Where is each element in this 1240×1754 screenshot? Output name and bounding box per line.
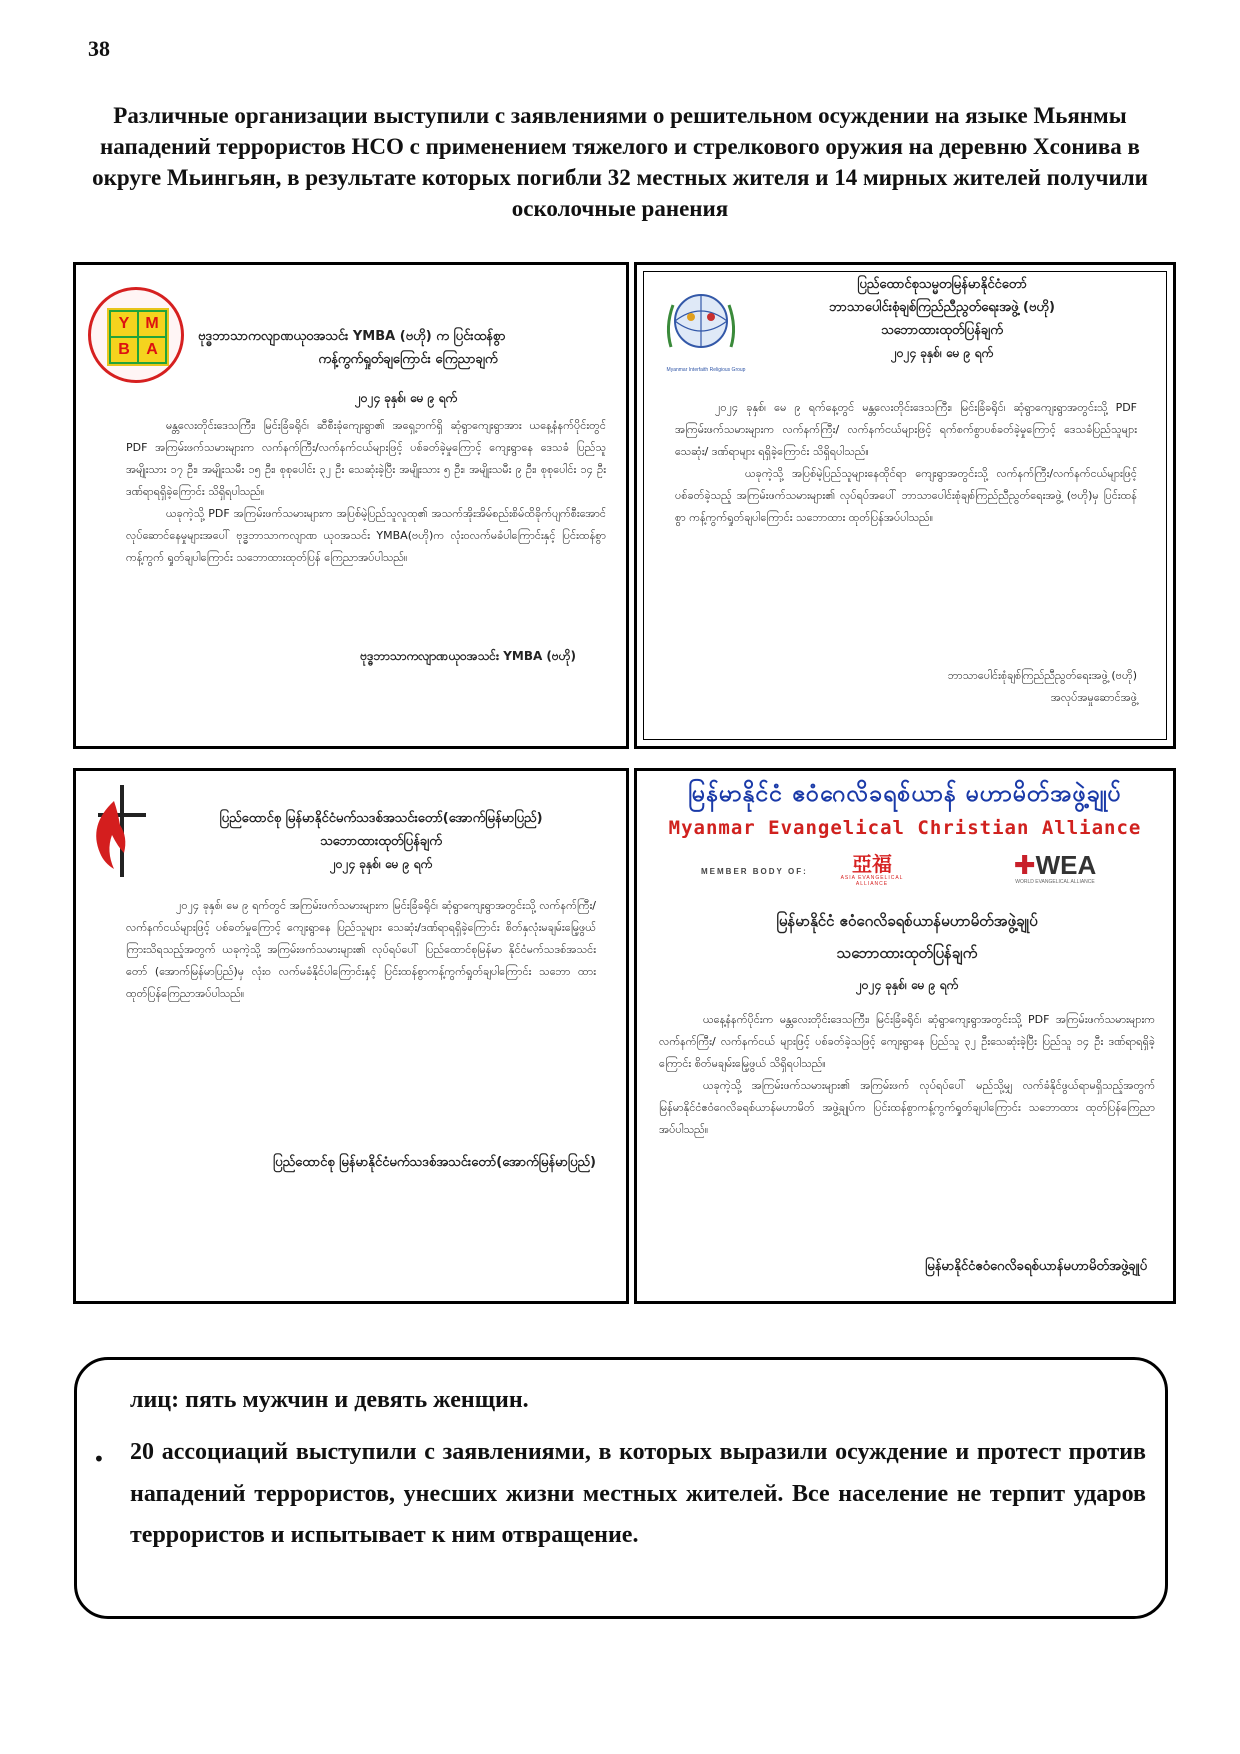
body-paragraph: မန္တလေးတိုင်းဒေသကြီး၊ မြင်းခြံခရိုင်၊ ဆီစီးခုံကျေးရွာ၏ အရှေ့ဘက်ရှိ ဆုံရွာကျေးရွာအား ယနေ့နံနက်ပိုင်းတွင် PDF အကြမ်းဖက်သမားများက လက်နက်ကြီး/လက်နက်ငယ်များဖြင့် ပစ်ခတ်ခဲ့မှုကြောင့် ကျေးရွာနေ ဒေသခံ ပြည်သူ အမျိုးသား ၁၇ ဦး၊ အမျိုးသမီး ၁၅ ဦး၊ စုစုပေါင်း ၃၂ ဦး သေဆုံးခဲ့ပြီး အမျိုးသား ၅ ဦး၊ အမျိုးသမီး ၉ ဦး၊ စုစုပေါင်း ၁၄ ဦး ဒဏ်ရာရရှိခဲ့ကြောင်း သိရှိရပါသည်။ <box>126 419 606 498</box>
logo-caption: Myanmar Interfaith Religious Group <box>666 367 746 373</box>
statement-title <box>757 273 1127 365</box>
statement-signature: ပြည်ထောင်စု မြန်မာနိုင်ငံမက်သဒစ်အသင်းတော်(အောက်မြန်မာပြည်) <box>272 1155 596 1170</box>
body-paragraph: ယနေ့နံနက်ပိုင်းက မန္တလေးတိုင်းဒေသကြီး၊ မြင်းခြံခရိုင်၊ ဆုံရွာကျေးရွာအတွင်းသို့ PDF အကြမ်းဖက်သမားများက လက်နက်ကြီး/ လက်နက်ငယ် များဖြင့် ပစ်ခတ်ခဲ့သဖြင့် ကျေးရွာနေ ပြည်သူ ၃၂ ဦးသေဆုံးခဲ့ပြီး ပြည်သူ ၁၄ ဦး ဒဏ်ရာရရှိခဲ့ကြောင်း စိတ်မချမ်းမြေ့ဖွယ် သိရှိရပါသည်။ <box>659 1013 1155 1070</box>
statement-body <box>126 415 606 569</box>
meca-banner-mm: မြန်မာနိုင်ငံ ဧဝံဂေလိခရစ်ယာန် မဟာမိတ်အဖွဲ့ချုပ် <box>688 781 1122 807</box>
statement-date: ၂၀၂၄ ခုနှစ်၊ မေ ၉ ရက် <box>354 391 458 405</box>
aea-mark: 亞福 <box>852 852 892 876</box>
body-paragraph: ၂၀၂၄ ခုနှစ်၊ မေ ၉ ရက်နေ့တွင် မန္တလေးတိုင်းဒေသကြီး၊ မြင်းခြံခရိုင်၊ ဆုံရွာကျေးရွာအတွင်းသို့ PDF အကြမ်းဖက်သမားများက လက်နက်ကြီး/ လက်နက်ငယ်များဖြင့် ရက်စက်စွာပစ်ခတ်ခဲ့မှုကြောင့် ဒေသခံပြည်သူများ သေဆုံး/ ဒဏ်ရာများ ရရှိခဲ့ကြောင်း သိရှိရပါသည်။ <box>675 401 1137 458</box>
wea-mark: ✚WEA <box>1013 850 1097 880</box>
title-line: မြန်မာနိုင်ငံ ဧဝံဂေလိခရစ်ယာန်မဟာမိတ်အဖွဲ့ချုပ် <box>776 912 1038 930</box>
interfaith-globe-icon <box>655 287 747 365</box>
statement-body <box>126 895 596 1005</box>
statement-meca <box>634 768 1176 1304</box>
seal-letter-b: B <box>111 338 137 362</box>
statement-signature: မြန်မာနိုင်ငံဧဝံဂေလိခရစ်ယာန်မဟာမိတ်အဖွဲ့ချုပ် <box>925 1259 1147 1274</box>
title-line: ဗုဒ္ဓဘာသာကလျာဏယုဝအသင်း YMBA (ဗဟို) က ပြင်းထန်စွာ <box>198 329 506 344</box>
seal-letter-y: Y <box>111 312 137 336</box>
meca-banner-en: Myanmar Evangelical Christian Alliance <box>668 817 1142 839</box>
wea-caption: WORLD EVANGELICAL ALLIANCE <box>1015 879 1095 885</box>
statement-interfaith <box>634 262 1176 749</box>
wea-logo-icon <box>995 851 1115 885</box>
ymba-seal-icon <box>88 287 184 383</box>
cross-flame-icon <box>84 781 148 881</box>
statement-ymba <box>73 262 629 749</box>
bullet-marker: • <box>93 1447 105 1471</box>
body-paragraph: ၂၀၂၄ ခုနှစ်၊ မေ ၉ ရက်တွင် အကြမ်းဖက်သမားများက မြင်းခြံခရိုင်၊ ဆုံရွာကျေးရွာအတွင်းသို့ လက်နက်ကြီး/လက်နက်ငယ်များဖြင့် ပစ်ခတ်မှုကြောင့် ကျေးရွာနေ ပြည်သူများ သေဆုံး/ဒဏ်ရာရရှိခဲ့ကြောင်း စိတ်နှလုံးမချမ်းမြေ့ဖွယ် ကြားသိရသည့်အတွက် ယခုကဲ့သို့ အကြမ်းဖက်သမားများ၏ လုပ်ရပ်ပေါ် ပြည်ထောင်စုမြန်မာ နိုင်ငံမက်သဒစ်အသင်းတော် (အောက်မြန်မာပြည်)မှ လုံးဝ လက်မခံနိုင်ပါကြောင်းနှင့် ပြင်းထန်စွာကန့်ကွက်ရှုတ်ချပါကြောင်း သဘော ထားထုတ်ပြန်ကြေညာအပ်ပါသည်။ <box>126 899 596 1000</box>
body-paragraph: ယခုကဲ့သို့ အကြမ်းဖက်သမားများ၏ အကြမ်းဖက် လုပ်ရပ်ပေါ် မည်သို့မျှ လက်ခံနိုင်ဖွယ်ရာမရှိသည့်အတွက် မြန်မာနိုင်ငံဧဝံဂေလိခရစ်ယာန်မဟာမိတ် အဖွဲ့ချုပ်က ပြင်းထန်စွာကန့်ကွက်ရှုတ်ချပါကြောင်း သဘောထား ထုတ်ပြန်ကြေညာ အပ်ပါသည်။ <box>659 1079 1155 1136</box>
statement-body <box>659 1009 1155 1141</box>
page-number: 38 <box>88 36 110 61</box>
seal-letter-a: A <box>139 338 165 362</box>
body-paragraph: ယခုကဲ့သို့ PDF အကြမ်းဖက်သမားများက အပြစ်မဲ့ပြည်သူလူထု၏ အသက်အိုးအိမ်စည်းစိမ်ထိခိုက်ပျက်စီးအောင် လုပ်ဆောင်နေမှုများအပေါ် ဗုဒ္ဓဘာသာကလျာဏ ယုဝအသင်း YMBA(ဗဟို)က လုံးဝလက်မခံပါကြောင်းနှင့် ပြင်းထန်စွာ ကန့်ကွက် ရှုတ်ချပါကြောင်း သဘောထားထုတ်ပြန် ကြေညာအပ်ပါသည်။ <box>126 507 606 564</box>
statement-date: ၂၀၂၄ ခုနှစ်၊ မေ ၉ ရက် <box>329 857 433 871</box>
statement-body <box>675 397 1137 529</box>
statement-methodist <box>73 768 629 1304</box>
page-headline: Различные организации выступили с заявлениями о решительном осуждении на языке Мьянмы нападений террористов НСО с применением тяжелого и стрелкового оружия на деревню Хсонива в округе Мьингьян, в результате которых погибли 32 местных жителя и 14 мирных жителей получили осколочные ранения <box>92 103 1148 221</box>
title-line: ဘာသာပေါင်းစုံချစ်ကြည်ညီညွတ်ရေးအဖွဲ့ (ဗဟို) <box>828 300 1055 315</box>
statement-date: ၂၀၂၄ ခုနှစ်၊ မေ ၉ ရက် <box>855 978 959 992</box>
statement-date: ၂၀၂၄ ခုနှစ်၊ မေ ၉ ရက် <box>890 346 994 360</box>
title-line: ကန့်ကွက်ရှုတ်ချကြောင်း ကြေညာချက် <box>318 352 498 367</box>
signature-line: အလုပ်အမှုဆောင်အဖွဲ့ <box>1050 691 1137 704</box>
title-line: ပြည်ထောင်စု မြန်မာနိုင်ငံမက်သဒစ်အသင်းတော်(အောက်မြန်မာပြည်) <box>219 811 543 826</box>
title-line: သဘောထားထုတ်ပြန်ချက် <box>836 944 978 962</box>
statement-title <box>657 905 1157 1001</box>
aea-caption: ASIA EVANGELICAL ALLIANCE <box>840 875 904 887</box>
signature-line: ဘာသာပေါင်းစုံချစ်ကြည်ညီညွတ်ရေးအဖွဲ့ (ဗဟို) <box>947 669 1137 682</box>
member-of-label: MEMBER BODY OF: <box>701 867 808 876</box>
body-paragraph: ယခုကဲ့သို့ အပြစ်မဲ့ပြည်သူများနေထိုင်ရာ ကျေးရွာအတွင်းသို့ လက်နက်ကြီး/လက်နက်ငယ်များဖြင့် ပစ်ခတ်ခဲ့သည့် အကြမ်းဖက်သမားများ၏ လုပ်ရပ်အပေါ် ဘာသာပေါင်းစုံချစ်ကြည်ညီညွတ်ရေးအဖွဲ့ (ဗဟို)မှ ပြင်းထန်စွာ ကန့်ကွက်ရှုတ်ချပါကြောင်း သဘောထား ထုတ်ပြန်အပ်ပါသည်။ <box>675 467 1137 524</box>
summary-paragraph: 20 ассоциаций выступили с заявлениями, в которых выразили осуждение и протест против нападений террористов, унесших жизни местных жителей. Все население не терпит ударов террористов и испытывает к ним отвращение. <box>130 1439 1146 1548</box>
aea-logo-icon <box>827 853 917 887</box>
statement-title <box>198 325 618 371</box>
statement-title <box>156 807 606 876</box>
title-line: သဘောထားထုတ်ပြန်ချက် <box>320 834 442 849</box>
title-line: သဘောထားထုတ်ပြန်ချက် <box>881 323 1003 338</box>
statement-signature <box>675 665 1137 709</box>
statement-signature: ဗုဒ္ဓဘာသာကလျာဏယုဝအသင်း YMBA (ဗဟို) <box>360 649 576 663</box>
seal-letter-m: M <box>139 312 165 336</box>
title-line: ပြည်ထောင်စုသမ္မတမြန်မာနိုင်ငံတော် <box>857 277 1027 292</box>
summary-line: лиц: пять мужчин и девять женщин. <box>130 1387 529 1413</box>
